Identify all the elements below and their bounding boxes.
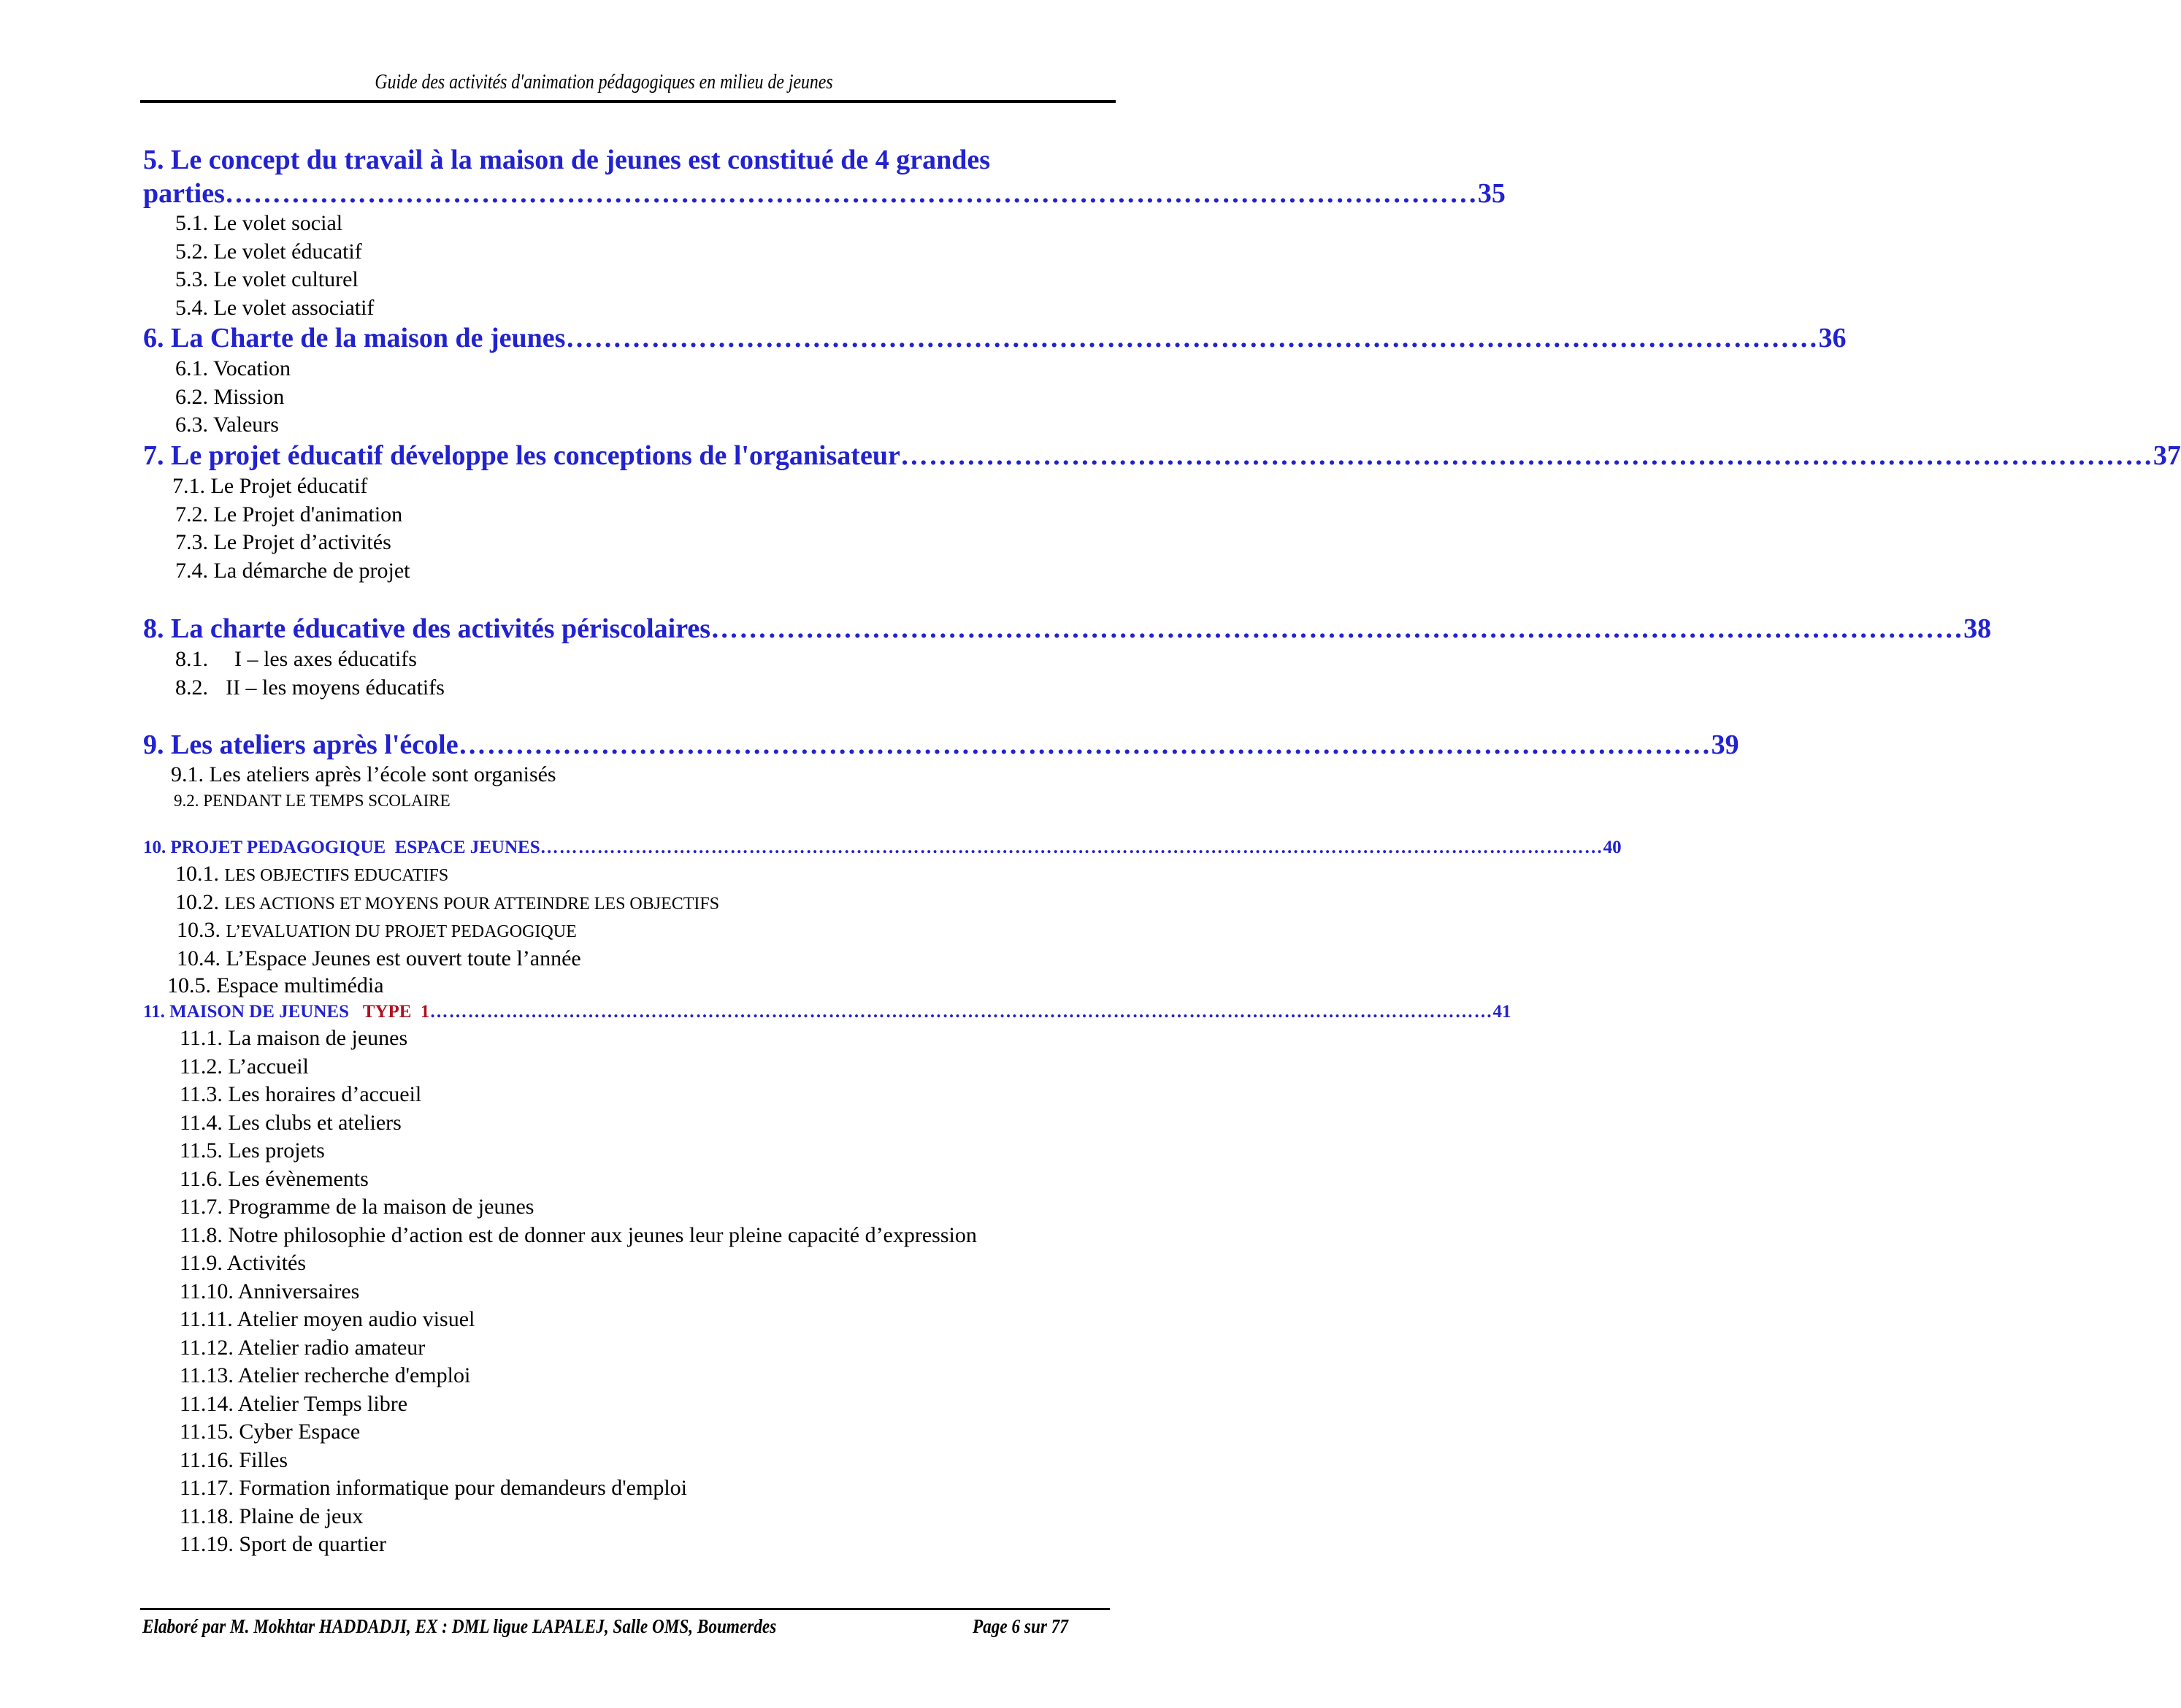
running-header: Guide des activités d'animation pédagogiques en milieu de jeunes — [375, 70, 833, 93]
toc-item[interactable]: 9.1. Les ateliers après l’école sont organisés — [171, 762, 556, 786]
toc-item[interactable]: 11.12. Atelier radio amateur — [180, 1335, 426, 1360]
toc-heading-7[interactable] — [143, 440, 2181, 472]
toc-page-number: 40 — [1603, 838, 1622, 857]
toc-item-text: LES ACTIONS ET MOYENS POUR ATTEINDRE LES OBJECTIFS — [224, 895, 720, 914]
toc-item[interactable] — [175, 861, 448, 889]
footer-page-number: Page 6 sur 77 — [973, 1615, 1068, 1637]
toc-item-number: 10.4. — [177, 946, 221, 970]
toc-heading-5-line2[interactable] — [143, 177, 1506, 210]
toc-leader-dots: …………………………………………………………………………………………………………………… — [224, 178, 1478, 209]
toc-leader-dots: …………………………………………………………………………………………………………………… — [458, 729, 1712, 760]
toc-leader-dots: …………………………………………………………………………………………………………………… — [900, 440, 2153, 471]
toc-item[interactable]: 11.13. Atelier recherche d'emploi — [180, 1363, 471, 1387]
toc-item[interactable]: 6.1. Vocation — [175, 356, 291, 380]
toc-item[interactable]: 11.7. Programme de la maison de jeunes — [180, 1195, 534, 1219]
toc-item[interactable] — [175, 646, 417, 673]
header-rule — [140, 100, 1116, 103]
toc-heading-number: 9. — [143, 729, 164, 760]
toc-leader-dots: …………………………………………………………………………………………………………………… — [710, 613, 1964, 644]
toc-leader-dots: …………………………………………………………………………………………………………………… — [565, 323, 1819, 353]
toc-item[interactable]: 11.14. Atelier Temps libre — [180, 1391, 408, 1416]
toc-item-number: 8.1. — [175, 647, 208, 671]
toc-item[interactable]: 6.2. Mission — [175, 385, 285, 409]
toc-heading-title: La Charte de la maison de jeunes — [171, 323, 566, 353]
toc-heading-number: 8. — [143, 613, 164, 644]
toc-page-number: 41 — [1492, 1002, 1511, 1022]
toc-item[interactable] — [177, 917, 577, 945]
toc-item-number: 10.3. — [177, 918, 221, 942]
toc-heading-number: 6. — [143, 323, 164, 353]
toc-item[interactable]: 6.3. Valeurs — [175, 413, 279, 437]
toc-heading-5[interactable] — [143, 143, 990, 177]
toc-heading-8[interactable] — [143, 613, 1992, 645]
toc-item-number: 8.2. — [175, 675, 208, 700]
toc-heading-number: 5. — [143, 145, 164, 175]
toc-leader-dots: …………………………………………………………………………………………………………………………………………………… — [540, 838, 1603, 857]
toc-heading-number: 10. — [143, 838, 166, 857]
toc-item[interactable]: 9.2. PENDANT LE TEMPS SCOLAIRE — [174, 792, 451, 810]
toc-item[interactable]: 7.2. Le Projet d'animation — [175, 502, 403, 526]
toc-heading-title: Les ateliers après l'école — [171, 729, 459, 760]
toc-heading-type-label: TYPE 1 — [362, 1002, 430, 1022]
toc-heading-title: PROJET PEDAGOGIQUE ESPACE JEUNES — [170, 838, 540, 857]
toc-item[interactable]: 11.5. Les projets — [180, 1138, 325, 1163]
toc-item[interactable]: 11.2. L’accueil — [180, 1054, 309, 1079]
toc-item-text: LES OBJECTIFS EDUCATIFS — [224, 866, 449, 885]
toc-item[interactable] — [175, 889, 719, 917]
toc-heading-9[interactable] — [143, 729, 1739, 761]
toc-page-number: 37 — [2153, 440, 2181, 471]
toc-item[interactable]: 7.4. La démarche de projet — [175, 559, 410, 583]
toc-heading-10[interactable] — [143, 838, 1622, 858]
toc-item-text: L’EVALUATION DU PROJET PEDAGOGIQUE — [226, 922, 577, 941]
toc-item[interactable]: 11.9. Activités — [180, 1251, 307, 1275]
toc-item-text: I – les axes éducatifs — [234, 647, 417, 671]
toc-heading-title-cont: parties — [143, 178, 225, 209]
toc-item[interactable] — [167, 973, 384, 999]
toc-item-text: II – les moyens éducatifs — [226, 675, 445, 700]
toc-heading-11[interactable] — [143, 1002, 1511, 1022]
toc-leader-dots: …………………………………………………………………………………………………………………………………………………… — [429, 1002, 1493, 1022]
toc-item[interactable]: 11.6. Les évènements — [180, 1166, 369, 1191]
toc-item[interactable] — [175, 675, 445, 701]
toc-item[interactable]: 11.8. Notre philosophie d’action est de donner aux jeunes leur pleine capacité d’expression — [180, 1222, 977, 1247]
toc-item-text: L’Espace Jeunes est ouvert toute l’année — [226, 946, 581, 970]
toc-item[interactable]: 11.15. Cyber Espace — [180, 1420, 361, 1444]
toc-page-number: 35 — [1477, 178, 1506, 209]
toc-item[interactable]: 5.1. Le volet social — [175, 211, 343, 235]
toc-item-text: Espace multimédia — [216, 973, 384, 997]
toc-item[interactable]: 11.10. Anniversaires — [180, 1279, 360, 1303]
toc-heading-6[interactable] — [143, 322, 1847, 354]
toc-heading-title: Le concept du travail à la maison de jeunes est constitué de 4 grandes — [171, 145, 991, 175]
toc-heading-title: Le projet éducatif développe les conceptions de l'organisateur — [171, 440, 900, 471]
toc-heading-title: La charte éducative des activités périscolaires — [171, 613, 711, 644]
toc-item[interactable]: 5.3. Le volet culturel — [175, 267, 359, 291]
toc-item-number: 10.5. — [167, 973, 211, 997]
toc-item[interactable]: 11.3. Les horaires d’accueil — [180, 1082, 422, 1106]
toc-page-number: 36 — [1818, 323, 1847, 353]
toc-page-number: 38 — [1963, 613, 1992, 644]
toc-heading-title: MAISON DE JEUNES — [169, 1002, 349, 1022]
toc-item[interactable]: 5.2. Le volet éducatif — [175, 240, 362, 264]
toc-item-number: 10.2. — [175, 890, 219, 914]
toc-item[interactable]: 7.1. Le Projet éducatif — [172, 474, 368, 498]
footer-rule — [140, 1608, 1110, 1610]
toc-item[interactable] — [177, 946, 581, 972]
toc-heading-number: 11. — [143, 1002, 165, 1022]
footer-author: Elaboré par M. Mokhtar HADDADJI, EX : DML ligue LAPALEJ, Salle OMS, Boumerdes — [142, 1615, 777, 1637]
toc-heading-number: 7. — [143, 440, 164, 471]
toc-item[interactable]: 11.16. Filles — [180, 1447, 288, 1472]
toc-item-number: 10.1. — [175, 862, 219, 886]
toc-page-number: 39 — [1711, 729, 1739, 760]
toc-item[interactable]: 11.19. Sport de quartier — [180, 1532, 386, 1556]
toc-item[interactable]: 5.4. Le volet associatif — [175, 296, 375, 320]
toc-item[interactable]: 11.18. Plaine de jeux — [180, 1504, 364, 1528]
toc-item[interactable]: 11.17. Formation informatique pour demandeurs d'emploi — [180, 1476, 687, 1500]
toc-item[interactable]: 11.4. Les clubs et ateliers — [180, 1110, 402, 1135]
toc-item[interactable]: 11.11. Atelier moyen audio visuel — [180, 1307, 475, 1331]
toc-item[interactable]: 11.1. La maison de jeunes — [180, 1026, 408, 1050]
toc-item[interactable]: 7.3. Le Projet d’activités — [175, 530, 391, 554]
